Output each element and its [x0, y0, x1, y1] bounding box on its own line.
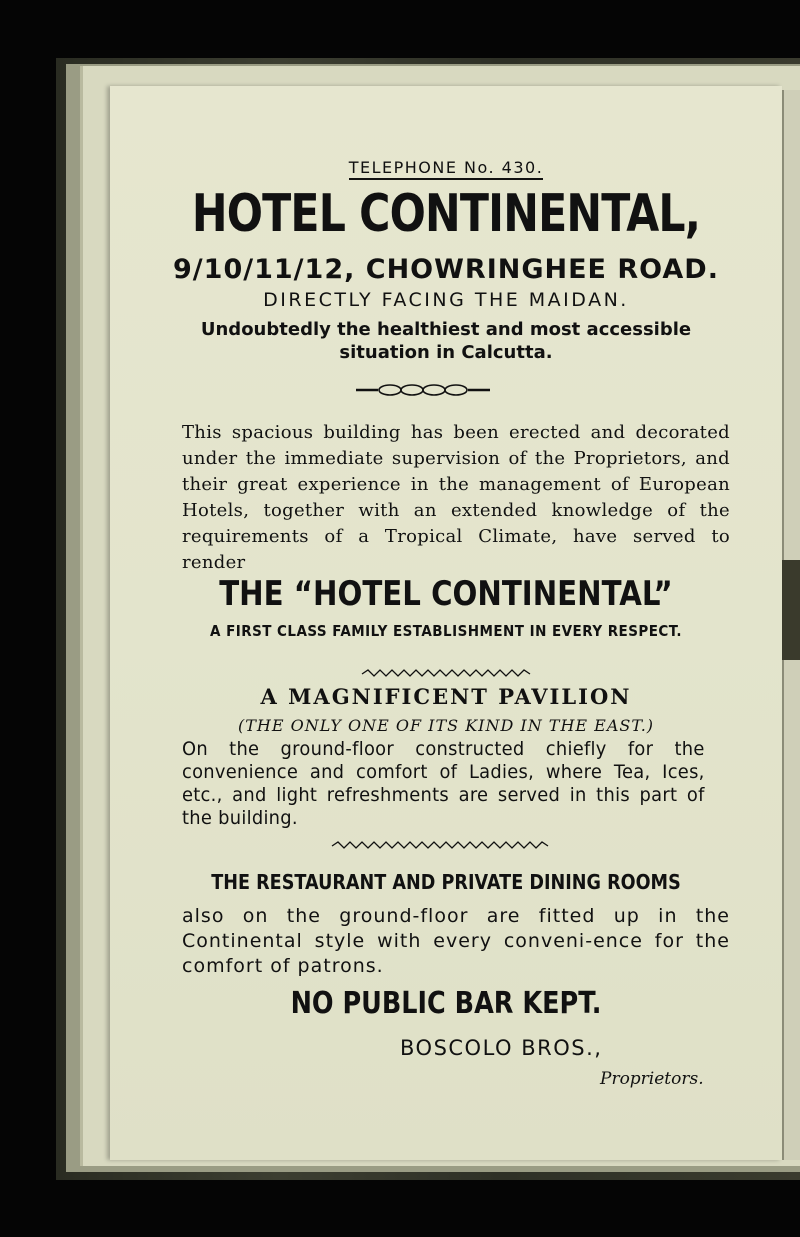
facing-line: DIRECTLY FACING THE MAIDAN. — [263, 289, 629, 311]
restaurant-paragraph: also on the ground-floor are fitted up in the Continental style with every conveni-ence for the comfort of patrons. — [182, 905, 730, 977]
chain-ornament — [110, 382, 782, 398]
advertisement-page — [110, 86, 782, 1160]
telephone-text: TELEPHONE No. 430. — [349, 158, 544, 180]
no-bar-line: NO PUBLIC BAR KEPT. — [290, 986, 602, 1021]
telephone-line — [110, 158, 782, 177]
pavilion-paragraph: On the ground-floor constructed chiefly for the convenience and comfort of Ladies, where Tea, Ices, etc., and light refreshments are served in this part of the building. — [182, 738, 705, 829]
hotel-name: HOTEL CONTINENTAL, — [191, 184, 701, 244]
hotel-quote: THE “HOTEL CONTINENTAL” — [219, 574, 673, 614]
wave-ornament — [110, 666, 782, 678]
pavilion-heading: A MAGNIFICENT PAVILION — [260, 684, 632, 709]
restaurant-heading: THE RESTAURANT AND PRIVATE DINING ROOMS — [211, 870, 681, 894]
claim — [110, 318, 782, 364]
claim-line-2: situation in Calcutta. — [339, 342, 553, 363]
intro-paragraph: This spacious building has been erected and decorated under the immediate supervision of the Proprietors, and their great experience in the management of European Hotels, together with an extended knowledge of the requirements of a Tropical Climate, have served to render — [182, 422, 730, 573]
only-one-line: (THE ONLY ONE OF ITS KIND IN THE EAST.) — [237, 716, 655, 735]
wave-ornament-2 — [110, 838, 782, 850]
page-tab — [782, 560, 800, 660]
address: 9/10/11/12, CHOWRINGHEE ROAD. — [173, 254, 719, 285]
proprietors-label: Proprietors. — [600, 1069, 704, 1089]
first-class-line: A FIRST CLASS FAMILY ESTABLISHMENT IN EVERY RESPECT. — [210, 622, 682, 640]
proprietor-name: BOSCOLO BROS., — [400, 1036, 603, 1060]
claim-line-1: Undoubtedly the healthiest and most accessible — [200, 319, 692, 340]
